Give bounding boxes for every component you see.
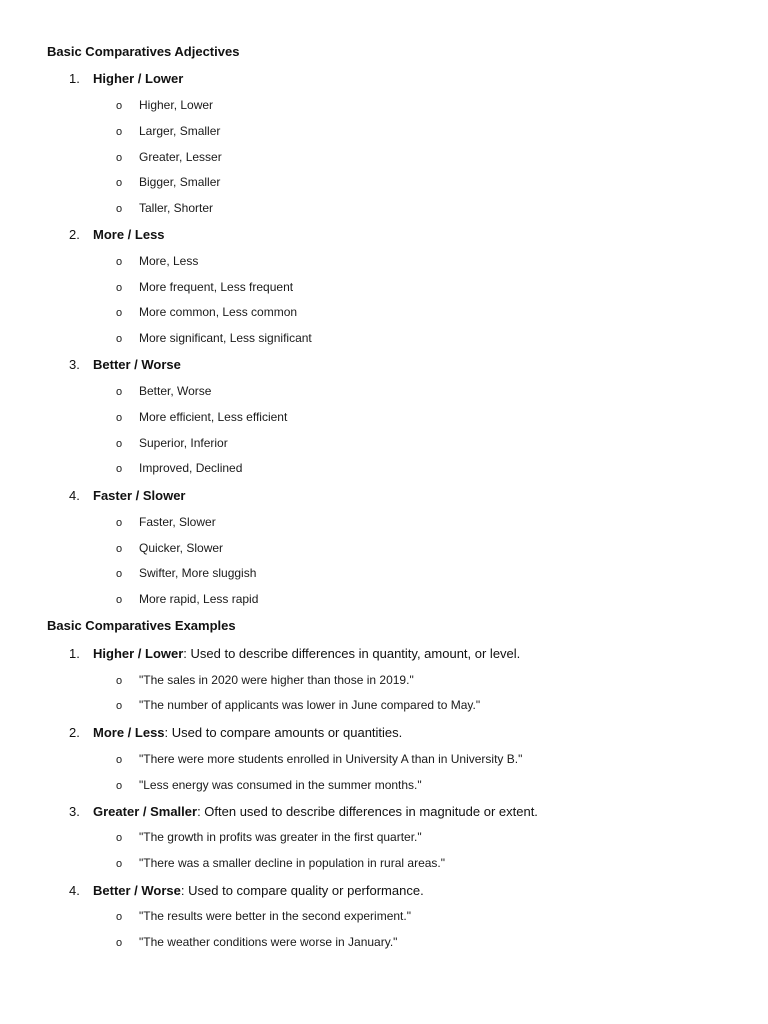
- list-item: [116, 830, 422, 846]
- list-item-text: "The weather conditions were worse in January.": [139, 935, 398, 949]
- list-item-text: Faster, Slower: [139, 515, 216, 529]
- bullet-icon: o: [116, 256, 123, 268]
- bullet-icon: o: [116, 177, 123, 189]
- list-number: 2.: [69, 725, 80, 740]
- list-item: [116, 566, 256, 582]
- list-item-text: More efficient, Less efficient: [139, 410, 288, 424]
- group-description: : Often used to describe differences in magnitude or extent.: [197, 804, 538, 819]
- list-item-text: "There were more students enrolled in University A than in University B.": [139, 752, 523, 766]
- list-item-text: More rapid, Less rapid: [139, 592, 259, 606]
- list-item: [116, 331, 312, 347]
- bullet-icon: o: [116, 386, 123, 398]
- list-item-text: Quicker, Slower: [139, 541, 224, 555]
- bullet-icon: o: [116, 517, 123, 529]
- bullet-icon: o: [116, 568, 123, 580]
- list-item-text: More, Less: [139, 254, 199, 268]
- list-item: [116, 384, 211, 400]
- bullet-icon: o: [116, 594, 123, 606]
- list-item: [116, 280, 293, 296]
- list-number: 4.: [69, 883, 80, 898]
- list-item: [116, 515, 216, 531]
- section-heading-examples: Basic Comparatives Examples: [47, 618, 236, 633]
- list-item-text: Greater, Lesser: [139, 150, 222, 164]
- list-item: [116, 410, 287, 426]
- list-item: [116, 461, 242, 477]
- adjective-group-3: [69, 357, 181, 373]
- bullet-icon: o: [116, 754, 123, 766]
- list-item: [116, 254, 198, 270]
- list-item: [116, 98, 213, 114]
- list-item-text: "The results were better in the second experiment.": [139, 909, 411, 923]
- list-item: [116, 305, 297, 321]
- group-label: Higher / Lower: [93, 71, 184, 86]
- group-label: More / Less: [93, 227, 165, 242]
- bullet-icon: o: [116, 333, 123, 345]
- list-number: 4.: [69, 488, 80, 503]
- list-item: [116, 935, 397, 951]
- group-description: : Used to compare quality or performance.: [180, 883, 424, 898]
- list-item: [116, 909, 411, 925]
- adjective-group-1: [69, 71, 183, 87]
- list-item-text: More common, Less common: [139, 305, 298, 319]
- list-item: [116, 436, 228, 452]
- bullet-icon: o: [116, 152, 123, 164]
- list-item-text: Improved, Declined: [139, 461, 243, 475]
- list-item-text: "The growth in profits was greater in the first quarter.": [139, 830, 422, 844]
- list-item: [116, 673, 414, 689]
- list-item: [116, 124, 220, 140]
- example-group-1: [69, 646, 520, 662]
- list-item-text: Taller, Shorter: [139, 201, 214, 215]
- bullet-icon: o: [116, 543, 123, 555]
- bullet-icon: o: [116, 937, 123, 949]
- group-label: Faster / Slower: [93, 488, 186, 503]
- list-item: [116, 541, 223, 557]
- list-item: [116, 201, 213, 217]
- bullet-icon: o: [116, 858, 123, 870]
- list-item: [116, 150, 222, 166]
- group-label: More / Less: [93, 725, 165, 740]
- adjective-group-4: [69, 488, 185, 504]
- list-item-text: Swifter, More sluggish: [139, 566, 257, 580]
- list-item-text: Better, Worse: [139, 384, 212, 398]
- list-item-text: More significant, Less significant: [139, 331, 312, 345]
- bullet-icon: o: [116, 780, 123, 792]
- list-item-text: Superior, Inferior: [139, 436, 228, 450]
- list-item: [116, 778, 422, 794]
- bullet-icon: o: [116, 700, 123, 712]
- bullet-icon: o: [116, 438, 123, 450]
- list-item: [116, 752, 522, 768]
- list-item-text: "There was a smaller decline in population in rural areas.": [139, 856, 446, 870]
- example-group-3: [69, 804, 538, 820]
- group-label: Higher / Lower: [93, 646, 184, 661]
- list-item-text: Higher, Lower: [139, 98, 214, 112]
- list-item-text: "The number of applicants was lower in June compared to May.": [139, 698, 481, 712]
- bullet-icon: o: [116, 463, 123, 475]
- group-label: Better / Worse: [93, 883, 181, 898]
- list-number: 1.: [69, 71, 80, 86]
- list-item: [116, 856, 445, 872]
- list-item-text: "Less energy was consumed in the summer months.": [139, 778, 422, 792]
- bullet-icon: o: [116, 675, 123, 687]
- bullet-icon: o: [116, 126, 123, 138]
- example-group-4: [69, 883, 424, 899]
- group-label: Better / Worse: [93, 357, 181, 372]
- bullet-icon: o: [116, 412, 123, 424]
- list-item: [116, 698, 480, 714]
- list-item: [116, 175, 220, 191]
- list-item-text: "The sales in 2020 were higher than those in 2019.": [139, 673, 414, 687]
- bullet-icon: o: [116, 307, 123, 319]
- bullet-icon: o: [116, 203, 123, 215]
- adjective-group-2: [69, 227, 165, 243]
- section-heading-adjectives: Basic Comparatives Adjectives: [47, 44, 240, 59]
- list-item: [116, 592, 258, 608]
- group-description: : Used to describe differences in quantity, amount, or level.: [183, 646, 521, 661]
- list-number: 2.: [69, 227, 80, 242]
- example-group-2: [69, 725, 402, 741]
- bullet-icon: o: [116, 100, 123, 112]
- group-description: : Used to compare amounts or quantities.: [164, 725, 403, 740]
- list-number: 1.: [69, 646, 80, 661]
- list-number: 3.: [69, 357, 80, 372]
- bullet-icon: o: [116, 832, 123, 844]
- list-item-text: More frequent, Less frequent: [139, 280, 294, 294]
- list-number: 3.: [69, 804, 80, 819]
- bullet-icon: o: [116, 911, 123, 923]
- list-item-text: Larger, Smaller: [139, 124, 221, 138]
- bullet-icon: o: [116, 282, 123, 294]
- list-item-text: Bigger, Smaller: [139, 175, 221, 189]
- group-label: Greater / Smaller: [93, 804, 198, 819]
